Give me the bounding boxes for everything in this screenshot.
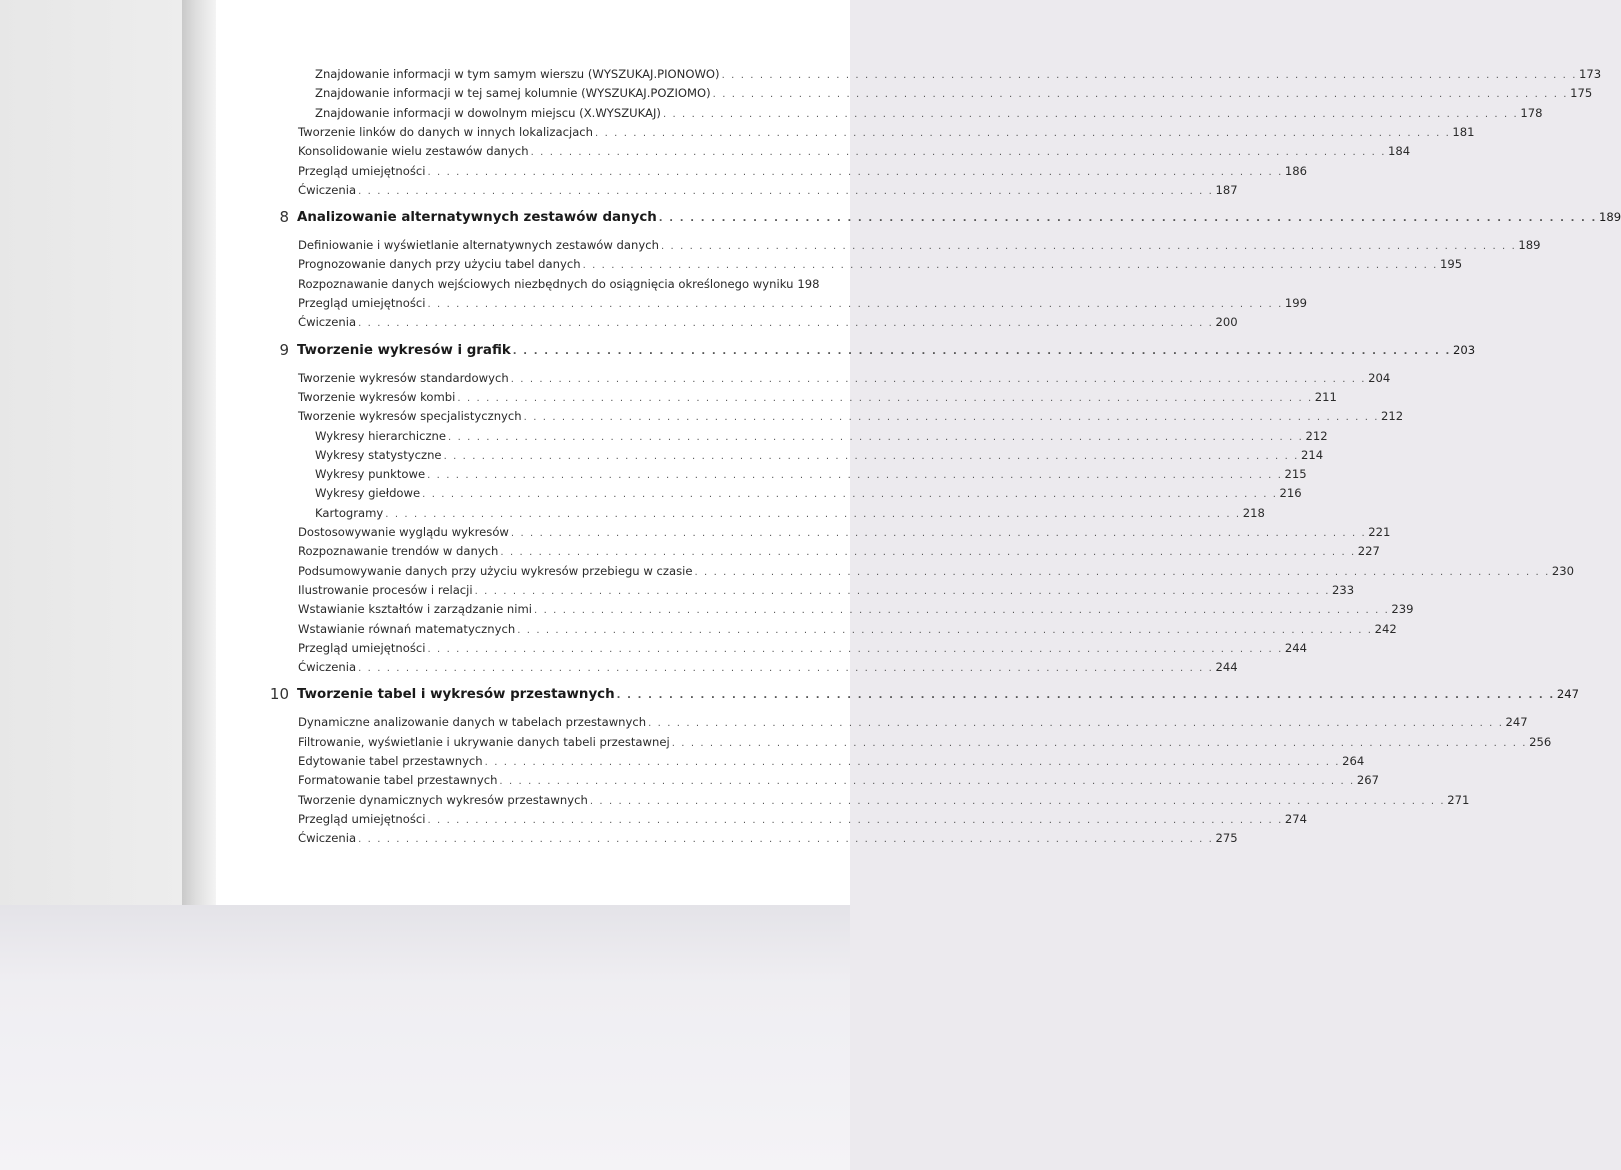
toc-entry	[298, 732, 1552, 752]
dot-leader: . . . . . . . . . . . . . . . . . . . . . . . . . . . . . . . . . . . . . . . . . . . . . . . . . . . . . . . . . . . . . . . . . . . . . . . . . . . . . . . . . . . . . . . . . .	[484, 757, 1341, 768]
entry-title: Wykresy statystyczne	[315, 447, 442, 462]
toc-entry	[298, 368, 1391, 388]
dot-leader: . . . . . . . . . . . . . . . . . . . . . . . . . . . . . . . . . . . . . . . . . . . . . . . . . . . . . . . . . . . . . . . . . . . . . . . . . . . . . . . . . . . . . . . . . .	[512, 345, 1451, 357]
entry-title: Formatowanie tabel przestawnych	[298, 773, 498, 788]
entry-title: Kartogramy	[315, 505, 384, 520]
toc-entry	[298, 161, 1308, 181]
scan-background-left	[0, 0, 182, 905]
page-number: 187	[1215, 182, 1238, 197]
dot-leader: . . . . . . . . . . . . . . . . . . . . . . . . . . . . . . . . . . . . . . . . . . . . . . . . . . . . . . . . . . . . . . . . . . . . . . . . . . . . . . . . . . . . . . . . . .	[427, 299, 1283, 310]
entry-title: Ćwiczenia	[298, 831, 357, 846]
book-gutter	[182, 0, 216, 905]
entry-title: Przegląd umiejętności	[298, 811, 426, 826]
toc-entry	[298, 522, 1391, 542]
page-number: 211	[1314, 389, 1337, 404]
toc-entry	[298, 790, 1470, 810]
toc-entry	[298, 770, 1379, 790]
entry-title: Przegląd umiejętności	[298, 163, 426, 178]
toc-entry	[298, 638, 1308, 658]
page-number: 233	[1332, 582, 1355, 597]
dot-leader: . . . . . . . . . . . . . . . . . . . . . . . . . . . . . . . . . . . . . . . . . . . . . . . . . . . . . . . . . . . . . . . . . . . . . . . . . . . . . . . . . . . . . . . . . .	[358, 318, 1214, 330]
toc-entry	[315, 483, 1302, 503]
page-number: 230	[1551, 563, 1574, 578]
entry-title: Podsumowywanie danych przy użyciu wykresów przebiegu w czasie	[298, 563, 693, 578]
dot-leader: . . . . . . . . . . . . . . . . . . . . . . . . . . . . . . . . . . . . . . . . . . . . . . . . . . . . . . . . . . . . . . . . . . . . . . . . . . . . . . . . . . . . . . . . . .	[517, 624, 1373, 636]
entry-title: Znajdowanie informacji w tym samym wierszu (WYSZUKAJ.PIONOWO)	[315, 67, 720, 81]
entry-title: Wykresy giełdowe	[315, 486, 421, 501]
dot-leader: . . . . . . . . . . . . . . . . . . . . . . . . . . . . . . . . . . . . . . . . . . . . . . . . . . . . . . . . . . . . . . . . . . . . . . . . . . . . . . . . . . . . . . . . . .	[662, 108, 1519, 120]
toc-entry	[315, 445, 1324, 465]
page-number: 178	[1520, 105, 1543, 120]
toc-entry	[298, 657, 1238, 677]
page-number: 203	[1452, 342, 1476, 357]
dot-leader: . . . . . . . . . . . . . . . . . . . . . . . . . . . . . . . . . . . . . . . . . . . . . . . . . . . . . . . . . . . . . . . . . . . . . . . . . . . . . . . . . . . . . . . . . .	[658, 213, 1597, 225]
page-number: 221	[1368, 525, 1391, 539]
toc-chapter-entry	[279, 338, 1476, 362]
chapter-title: Analizowanie alternatywnych zestawów danych	[297, 210, 657, 226]
toc-page	[216, 0, 1621, 905]
toc-chapter-entry	[269, 682, 1579, 706]
dot-leader: . . . . . . . . . . . . . . . . . . . . . . . . . . . . . . . . . . . . . . . . . . . . . . . . . . . . . . . . . . . . . . . . . . . . . . . . . . . . . . . . . . . . . . . . . .	[358, 185, 1214, 197]
toc-entry	[315, 426, 1328, 446]
toc-entry	[298, 599, 1414, 619]
dot-leader: . . . . . . . . . . . . . . . . . . . . . . . . . . . . . . . . . . . . . . . . . . . . . . . . . . . . . . . . . . . . . . . . . . . . . . . . . . . . . . . . . . . . . . . . . .	[457, 392, 1313, 404]
entry-title: Tworzenie wykresów standardowych	[298, 370, 509, 385]
toc-entry	[298, 180, 1238, 200]
page-number: 239	[1391, 602, 1414, 617]
entry-title: Filtrowanie, wyświetlanie i ukrywanie danych tabeli przestawnej	[298, 734, 670, 749]
toc-entry	[298, 809, 1308, 829]
entry-title: Definiowanie i wyświetlanie alternatywnych zestawów danych	[298, 238, 659, 253]
dot-leader: . . . . . . . . . . . . . . . . . . . . . . . . . . . . . . . . . . . . . . . . . . . . . . . . . . . . . . . . . . . . . . . . . . . . . . . . . . . . . . . . . . . . . . . . . .	[660, 241, 1517, 253]
toc-entry	[298, 122, 1475, 142]
chapter-title: Tworzenie wykresów i grafik	[297, 342, 511, 358]
dot-leader: . . . . . . . . . . . . . . . . . . . . . . . . . . . . . . . . . . . . . . . . . . . . . . . . . . . . . . . . . . . . . . . . . . . . . . . . . . . . . . . . . . . . . . . . . .	[510, 528, 1367, 539]
entry-title: Wstawianie kształtów i zarządzanie nimi	[298, 602, 533, 617]
entry-title: Przegląd umiejętności	[298, 296, 426, 310]
page-number: 200	[1215, 315, 1238, 330]
toc-entry	[298, 293, 1308, 313]
dot-leader: . . . . . . . . . . . . . . . . . . . . . . . . . . . . . . . . . . . . . . . . . . . . . . . . . . . . . . . . . . . . . . . . . . . . . . . . . . . . . . . . . . . . . . . . . .	[427, 166, 1283, 178]
toc-entry	[298, 541, 1380, 561]
page-number: 199	[1284, 296, 1308, 310]
dot-leader: . . . . . . . . . . . . . . . . . . . . . . . . . . . . . . . . . . . . . . . . . . . . . . . . . . . . . . . . . . . . . . . . . . . . . . . . . . . . . . . . . . . . . . . . . .	[595, 127, 1451, 139]
page-number: 175	[1570, 86, 1593, 101]
dot-leader: . . . . . . . . . . . . . . . . . . . . . . . . . . . . . . . . . . . . . . . . . . . . . . . . . . . . . . . . . . . . . . . . . . . . . . . . . . . . . . . . . . . . . . . . . .	[422, 489, 1278, 501]
dot-leader: . . . . . . . . . . . . . . . . . . . . . . . . . . . . . . . . . . . . . . . . . . . . . . . . . . . . . . . . . . . . . . . . . . . . . . . . . . . . . . . . . . . . . . . . . .	[385, 508, 1241, 520]
toc-entry	[315, 103, 1543, 123]
toc-entry	[298, 387, 1337, 407]
dot-leader: . . . . . . . . . . . . . . . . . . . . . . . . . . . . . . . . . . . . . . . . . . . . . . . . . . . . . . . . . . . . . . . . . . . . . . . . . . . . . . . . . . . . . . . . . .	[523, 412, 1380, 424]
page-number: 242	[1374, 621, 1397, 636]
page-number: 173	[1578, 67, 1602, 81]
entry-title: Znajdowanie informacji w tej samej kolumnie (WYSZUKAJ.POZIOMO)	[315, 86, 711, 101]
entry-title: Tworzenie wykresów kombi	[298, 389, 456, 404]
page-number: 244	[1215, 660, 1238, 675]
page-number: 189	[1598, 210, 1621, 225]
dot-leader: . . . . . . . . . . . . . . . . . . . . . . . . . . . . . . . . . . . . . . . . . . . . . . . . . . . . . . . . . . . . . . . . . . . . . . . . . . . . . . . . . . . . . . . . . .	[510, 373, 1367, 385]
toc-entry	[298, 619, 1397, 639]
page-number: 218	[1242, 505, 1265, 520]
page-number: 275	[1215, 831, 1238, 846]
entry-title: Ćwiczenia	[298, 182, 357, 197]
dot-leader: . . . . . . . . . . . . . . . . . . . . . . . . . . . . . . . . . . . . . . . . . . . . . . . . . . . . . . . . . . . . . . . . . . . . . . . . . . . . . . . . . . . . . . . . . .	[721, 70, 1577, 81]
dot-leader: . . . . . . . . . . . . . . . . . . . . . . . . . . . . . . . . . . . . . . . . . . . . . . . . . . . . . . . . . . . . . . . . . . . . . . . . . . . . . . . . . . . . . . . . . .	[474, 585, 1331, 597]
chapter-number: 9	[279, 340, 289, 359]
entry-title: Wstawianie równań matematycznych	[298, 621, 516, 636]
entry-title: Tworzenie linków do danych w innych lokalizacjach	[298, 124, 594, 139]
page-number: 264	[1342, 754, 1365, 768]
toc-entry	[298, 828, 1238, 848]
toc-entry	[298, 561, 1574, 581]
entry-title: Wykresy hierarchiczne	[315, 428, 447, 443]
page-number: 184	[1388, 144, 1411, 159]
toc-entry	[298, 406, 1404, 426]
toc-entry	[298, 274, 820, 294]
entry-title: Wykresy punktowe	[315, 467, 426, 482]
toc-entry	[298, 580, 1355, 600]
toc-entry	[298, 235, 1541, 255]
toc-entry	[298, 254, 1463, 274]
dot-leader: . . . . . . . . . . . . . . . . . . . . . . . . . . . . . . . . . . . . . . . . . . . . . . . . . . . . . . . . . . . . . . . . . . . . . . . . . . . . . . . . . . . . . . . . . .	[427, 814, 1283, 826]
entry-title: Znajdowanie informacji w dowolnym miejscu (X.WYSZUKAJ)	[315, 105, 661, 120]
page-number: 204	[1368, 370, 1391, 385]
dot-leader: . . . . . . . . . . . . . . . . . . . . . . . . . . . . . . . . . . . . . . . . . . . . . . . . . . . . . . . . . . . . . . . . . . . . . . . . . . . . . . . . . . . . . . . . . .	[582, 260, 1438, 272]
entry-title: Ćwiczenia	[298, 315, 357, 330]
dot-leader: . . . . . . . . . . . . . . . . . . . . . . . . . . . . . . . . . . . . . . . . . . . . . . . . . . . . . . . . . . . . . . . . . . . . . . . . . . . . . . . . . . . . . . . . . .	[712, 89, 1569, 101]
dot-leader: . . . . . . . . . . . . . . . . . . . . . . . . . . . . . . . . . . . . . . . . . . . . . . . . . . . . . . . . . . . . . . . . . . . . . . . . . . . . . . . . . . . . . . . . . .	[427, 470, 1283, 482]
page-number: 198	[797, 276, 820, 291]
page-number: 271	[1447, 792, 1470, 807]
dot-leader: . . . . . . . . . . . . . . . . . . . . . . . . . . . . . . . . . . . . . . . . . . . . . . . . . . . . . . . . . . . . . . . . . . . . . . . . . . . . . . . . . . . . . . . . . .	[694, 566, 1550, 578]
chapter-number: 10	[269, 685, 289, 704]
toc-chapter-entry	[279, 205, 1621, 229]
page-number: 247	[1505, 715, 1528, 730]
dot-leader: . . . . . . . . . . . . . . . . . . . . . . . . . . . . . . . . . . . . . . . . . . . . . . . . . . . . . . . . . . . . . . . . . . . . . . . . . . . . . . . . . . . . . . . . . .	[530, 147, 1386, 159]
page-number: 212	[1381, 409, 1404, 424]
page-number: 186	[1284, 163, 1308, 178]
dot-leader: . . . . . . . . . . . . . . . . . . . . . . . . . . . . . . . . . . . . . . . . . . . . . . . . . . . . . . . . . . . . . . . . . . . . . . . . . . . . . . . . . . . . . . . . . .	[648, 718, 1504, 730]
toc-entry	[315, 464, 1307, 484]
dot-leader: . . . . . . . . . . . . . . . . . . . . . . . . . . . . . . . . . . . . . . . . . . . . . . . . . . . . . . . . . . . . . . . . . . . . . . . . . . . . . . . . . . . . . . . . . .	[534, 605, 1390, 617]
toc-entry	[298, 312, 1238, 332]
dot-leader: . . . . . . . . . . . . . . . . . . . . . . . . . . . . . . . . . . . . . . . . . . . . . . . . . . . . . . . . . . . . . . . . . . . . . . . . . . . . . . . . . . . . . . . . . .	[358, 663, 1214, 675]
toc-entry	[298, 141, 1411, 161]
entry-title: Prognozowanie danych przy użyciu tabel danych	[298, 257, 581, 272]
entry-title: Ilustrowanie procesów i relacji	[298, 582, 473, 597]
entry-title: Dostosowywanie wyglądu wykresów	[298, 525, 509, 539]
dot-leader: . . . . . . . . . . . . . . . . . . . . . . . . . . . . . . . . . . . . . . . . . . . . . . . . . . . . . . . . . . . . . . . . . . . . . . . . . . . . . . . . . . . . . . . . . .	[448, 431, 1304, 443]
chapter-title: Tworzenie tabel i wykresów przestawnych	[297, 687, 615, 703]
dot-leader: . . . . . . . . . . . . . . . . . . . . . . . . . . . . . . . . . . . . . . . . . . . . . . . . . . . . . . . . . . . . . . . . . . . . . . . . . . . . . . . . . . . . . . . . . .	[443, 450, 1299, 462]
page-number: 256	[1529, 734, 1552, 749]
dot-leader: . . . . . . . . . . . . . . . . . . . . . . . . . . . . . . . . . . . . . . . . . . . . . . . . . . . . . . . . . . . . . . . . . . . . . . . . . . . . . . . . . . . . . . . . . .	[500, 547, 1356, 559]
scan-background-bottom	[0, 905, 850, 1170]
entry-title: Ćwiczenia	[298, 660, 357, 675]
toc-entry	[315, 64, 1602, 84]
dot-leader: . . . . . . . . . . . . . . . . . . . . . . . . . . . . . . . . . . . . . . . . . . . . . . . . . . . . . . . . . . . . . . . . . . . . . . . . . . . . . . . . . . . . . . . . . .	[427, 643, 1283, 655]
page-number: 189	[1518, 238, 1541, 253]
entry-title: Konsolidowanie wielu zestawów danych	[298, 144, 529, 159]
dot-leader: . . . . . . . . . . . . . . . . . . . . . . . . . . . . . . . . . . . . . . . . . . . . . . . . . . . . . . . . . . . . . . . . . . . . . . . . . . . . . . . . . . . . . . . . . .	[589, 795, 1446, 807]
entry-title: Rozpoznawanie trendów w danych	[298, 544, 499, 559]
page-number: 216	[1279, 486, 1302, 501]
page-number: 274	[1284, 811, 1308, 826]
page-number: 181	[1452, 124, 1475, 139]
entry-title: Rozpoznawanie danych wejściowych niezbędnych do osiągnięcia określonego wyniku	[298, 276, 794, 291]
page-number: 227	[1357, 544, 1380, 559]
dot-leader: . . . . . . . . . . . . . . . . . . . . . . . . . . . . . . . . . . . . . . . . . . . . . . . . . . . . . . . . . . . . . . . . . . . . . . . . . . . . . . . . . . . . . . . . . .	[499, 776, 1355, 788]
entry-title: Przegląd umiejętności	[298, 640, 426, 655]
page-number: 215	[1284, 467, 1307, 482]
toc-entry	[298, 712, 1528, 732]
page-number: 247	[1556, 687, 1579, 702]
chapter-number: 8	[279, 208, 289, 227]
toc-entry	[315, 503, 1265, 523]
dot-leader: . . . . . . . . . . . . . . . . . . . . . . . . . . . . . . . . . . . . . . . . . . . . . . . . . . . . . . . . . . . . . . . . . . . . . . . . . . . . . . . . . . . . . . . . . .	[616, 690, 1555, 702]
entry-title: Edytowanie tabel przestawnych	[298, 754, 483, 768]
dot-leader: . . . . . . . . . . . . . . . . . . . . . . . . . . . . . . . . . . . . . . . . . . . . . . . . . . . . . . . . . . . . . . . . . . . . . . . . . . . . . . . . . . . . . . . . . .	[358, 834, 1214, 846]
page-number: 195	[1439, 257, 1463, 272]
page-number: 214	[1300, 447, 1324, 462]
page-number: 267	[1356, 773, 1379, 788]
entry-title: Tworzenie dynamicznych wykresów przestawnych	[298, 792, 588, 807]
dot-leader: . . . . . . . . . . . . . . . . . . . . . . . . . . . . . . . . . . . . . . . . . . . . . . . . . . . . . . . . . . . . . . . . . . . . . . . . . . . . . . . . . . . . . . . . . .	[671, 737, 1528, 749]
page-number: 212	[1305, 428, 1328, 443]
toc-entry	[315, 83, 1593, 103]
entry-title: Dynamiczne analizowanie danych w tabelach przestawnych	[298, 715, 647, 730]
entry-title: Tworzenie wykresów specjalistycznych	[298, 409, 522, 424]
toc-entry	[298, 751, 1365, 771]
page-number: 244	[1284, 640, 1308, 655]
